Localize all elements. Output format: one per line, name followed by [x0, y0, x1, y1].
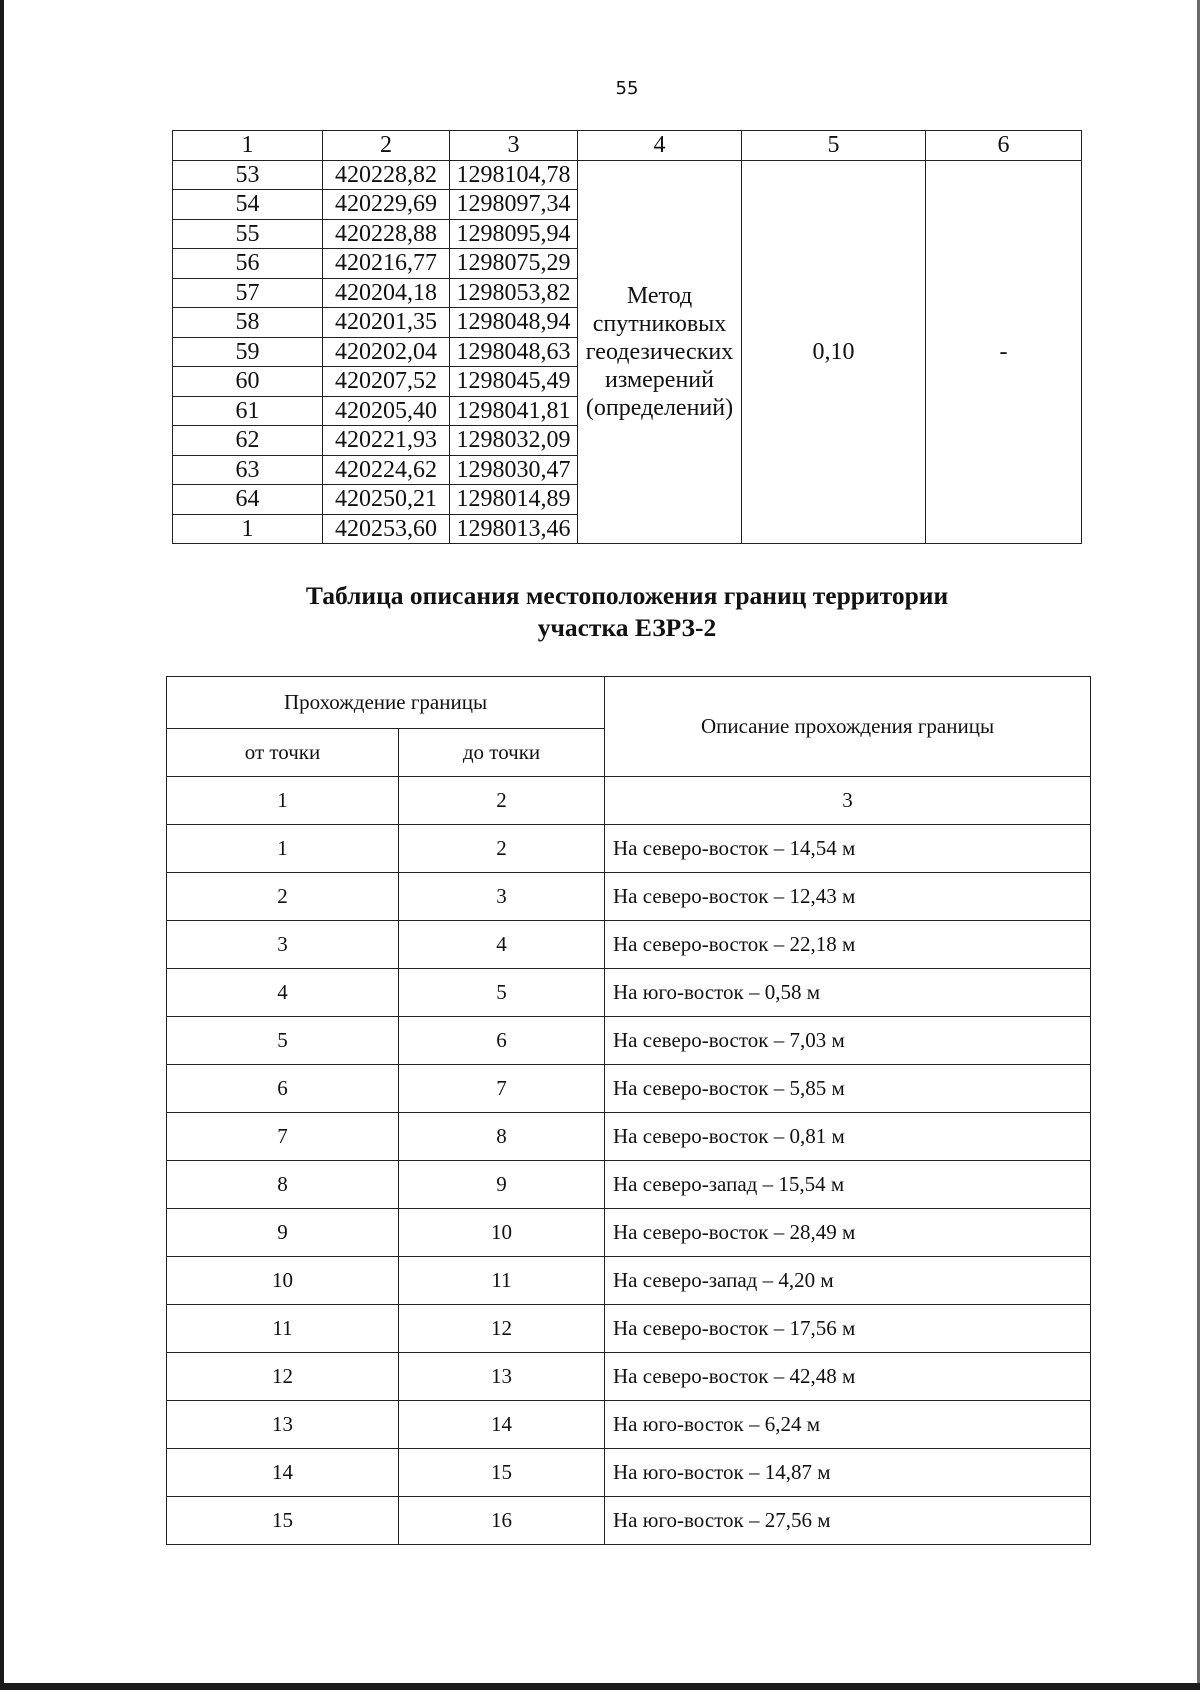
x-coordinate-cell: 420250,21: [323, 485, 450, 515]
y-coordinate-cell: 1298032,09: [450, 426, 578, 456]
table-row: [167, 1113, 1091, 1161]
x-coordinate-cell: 420224,62: [323, 455, 450, 485]
coordinates-table: [172, 130, 1082, 544]
description-cell: На северо-восток – 0,81 м: [605, 1113, 1091, 1161]
y-coordinate-cell: 1298041,81: [450, 396, 578, 426]
method-line: спутниковых: [592, 310, 727, 337]
table-row: [167, 1353, 1091, 1401]
to-point-cell: 13: [399, 1353, 605, 1401]
to-point-cell: 8: [399, 1113, 605, 1161]
from-point-cell: 11: [167, 1305, 399, 1353]
y-coordinate-cell: 1298045,49: [450, 367, 578, 397]
to-point-cell: 10: [399, 1209, 605, 1257]
table-row: [167, 1497, 1091, 1545]
from-point-cell: 5: [167, 1017, 399, 1065]
from-point-cell: 10: [167, 1257, 399, 1305]
column-number: 1: [167, 777, 399, 825]
from-point-cell: 12: [167, 1353, 399, 1401]
to-point-cell: 4: [399, 921, 605, 969]
method-line: Метод: [626, 282, 693, 309]
boundary-description-table: [166, 676, 1091, 1545]
from-point-cell: 3: [167, 921, 399, 969]
table-row: [167, 1257, 1091, 1305]
x-coordinate-cell: 420229,69: [323, 190, 450, 220]
accuracy-cell: 0,10: [742, 160, 926, 544]
column-number: 3: [605, 777, 1091, 825]
description-cell: На северо-восток – 17,56 м: [605, 1305, 1091, 1353]
point-number-cell: 58: [173, 308, 323, 338]
from-point-cell: 7: [167, 1113, 399, 1161]
x-coordinate-cell: 420207,52: [323, 367, 450, 397]
coord-header-cell: 1: [173, 131, 323, 161]
y-coordinate-cell: 1298030,47: [450, 455, 578, 485]
x-coordinate-cell: 420202,04: [323, 337, 450, 367]
from-point-cell: 6: [167, 1065, 399, 1113]
table-row: [167, 1209, 1091, 1257]
to-point-cell: 14: [399, 1401, 605, 1449]
from-point-cell: 1: [167, 825, 399, 873]
x-coordinate-cell: 420201,35: [323, 308, 450, 338]
coord-header-cell: 4: [578, 131, 742, 161]
x-coordinate-cell: 420228,88: [323, 219, 450, 249]
point-number-cell: 59: [173, 337, 323, 367]
y-coordinate-cell: 1298097,34: [450, 190, 578, 220]
to-point-cell: 5: [399, 969, 605, 1017]
description-cell: На юго-восток – 14,87 м: [605, 1449, 1091, 1497]
point-number-cell: 60: [173, 367, 323, 397]
table-row: [167, 1305, 1091, 1353]
to-point-cell: 3: [399, 873, 605, 921]
description-cell: На северо-восток – 12,43 м: [605, 873, 1091, 921]
column-6-cell: -: [926, 160, 1082, 544]
scan-edge-left: [0, 0, 4, 1690]
from-point-cell: 15: [167, 1497, 399, 1545]
y-coordinate-cell: 1298048,63: [450, 337, 578, 367]
from-point-cell: 8: [167, 1161, 399, 1209]
column-number: 2: [399, 777, 605, 825]
table-row: [167, 921, 1091, 969]
header-boundary-passage: Прохождение границы: [167, 677, 605, 729]
point-number-cell: 57: [173, 278, 323, 308]
table-row: [167, 1017, 1091, 1065]
description-cell: На юго-восток – 6,24 м: [605, 1401, 1091, 1449]
point-number-cell: 53: [173, 160, 323, 190]
to-point-cell: 2: [399, 825, 605, 873]
from-point-cell: 2: [167, 873, 399, 921]
method-line: (определений): [585, 394, 734, 421]
point-number-cell: 63: [173, 455, 323, 485]
from-point-cell: 14: [167, 1449, 399, 1497]
table-row: [173, 160, 1082, 190]
to-point-cell: 11: [399, 1257, 605, 1305]
to-point-cell: 15: [399, 1449, 605, 1497]
coord-header-row: [173, 131, 1082, 161]
from-point-cell: 13: [167, 1401, 399, 1449]
coord-header-cell: 2: [323, 131, 450, 161]
from-point-cell: 4: [167, 969, 399, 1017]
to-point-cell: 6: [399, 1017, 605, 1065]
y-coordinate-cell: 1298075,29: [450, 249, 578, 279]
header-description: Описание прохождения границы: [605, 677, 1091, 777]
point-number-cell: 56: [173, 249, 323, 279]
description-cell: На северо-восток – 5,85 м: [605, 1065, 1091, 1113]
x-coordinate-cell: 420221,93: [323, 426, 450, 456]
y-coordinate-cell: 1298048,94: [450, 308, 578, 338]
description-cell: На северо-восток – 22,18 м: [605, 921, 1091, 969]
y-coordinate-cell: 1298104,78: [450, 160, 578, 190]
description-cell: На юго-восток – 0,58 м: [605, 969, 1091, 1017]
point-number-cell: 54: [173, 190, 323, 220]
description-cell: На северо-восток – 42,48 м: [605, 1353, 1091, 1401]
y-coordinate-cell: 1298013,46: [450, 514, 578, 544]
header-to-point: до точки: [399, 729, 605, 777]
description-cell: На юго-восток – 27,56 м: [605, 1497, 1091, 1545]
page-number: 55: [615, 78, 639, 99]
table-row: [167, 1449, 1091, 1497]
method-line: геодезических: [585, 338, 734, 365]
scan-edge-bottom: [0, 1683, 1200, 1690]
description-cell: На северо-восток – 14,54 м: [605, 825, 1091, 873]
point-number-cell: 61: [173, 396, 323, 426]
y-coordinate-cell: 1298053,82: [450, 278, 578, 308]
method-cell: [578, 160, 742, 544]
description-cell: На северо-восток – 7,03 м: [605, 1017, 1091, 1065]
y-coordinate-cell: 1298014,89: [450, 485, 578, 515]
description-cell: На северо-восток – 28,49 м: [605, 1209, 1091, 1257]
x-coordinate-cell: 420204,18: [323, 278, 450, 308]
to-point-cell: 16: [399, 1497, 605, 1545]
to-point-cell: 7: [399, 1065, 605, 1113]
table-row: [167, 1161, 1091, 1209]
x-coordinate-cell: 420216,77: [323, 249, 450, 279]
table-row: [167, 969, 1091, 1017]
table-title: [0, 580, 1200, 644]
description-cell: На северо-запад – 4,20 м: [605, 1257, 1091, 1305]
table-row: [167, 825, 1091, 873]
table-row: [167, 873, 1091, 921]
title-line-2: участка ЕЗРЗ-2: [537, 613, 717, 642]
table-row: [167, 1065, 1091, 1113]
coord-header-cell: 3: [450, 131, 578, 161]
method-line: измерений: [604, 366, 714, 393]
table-row: [167, 1401, 1091, 1449]
y-coordinate-cell: 1298095,94: [450, 219, 578, 249]
header-from-point: от точки: [167, 729, 399, 777]
description-cell: На северо-запад – 15,54 м: [605, 1161, 1091, 1209]
point-number-cell: 1: [173, 514, 323, 544]
point-number-cell: 55: [173, 219, 323, 249]
from-point-cell: 9: [167, 1209, 399, 1257]
to-point-cell: 9: [399, 1161, 605, 1209]
x-coordinate-cell: 420205,40: [323, 396, 450, 426]
to-point-cell: 12: [399, 1305, 605, 1353]
coord-header-cell: 5: [742, 131, 926, 161]
x-coordinate-cell: 420253,60: [323, 514, 450, 544]
point-number-cell: 62: [173, 426, 323, 456]
x-coordinate-cell: 420228,82: [323, 160, 450, 190]
coord-header-cell: 6: [926, 131, 1082, 161]
title-line-1: Таблица описания местоположения границ территории: [305, 581, 949, 610]
point-number-cell: 64: [173, 485, 323, 515]
